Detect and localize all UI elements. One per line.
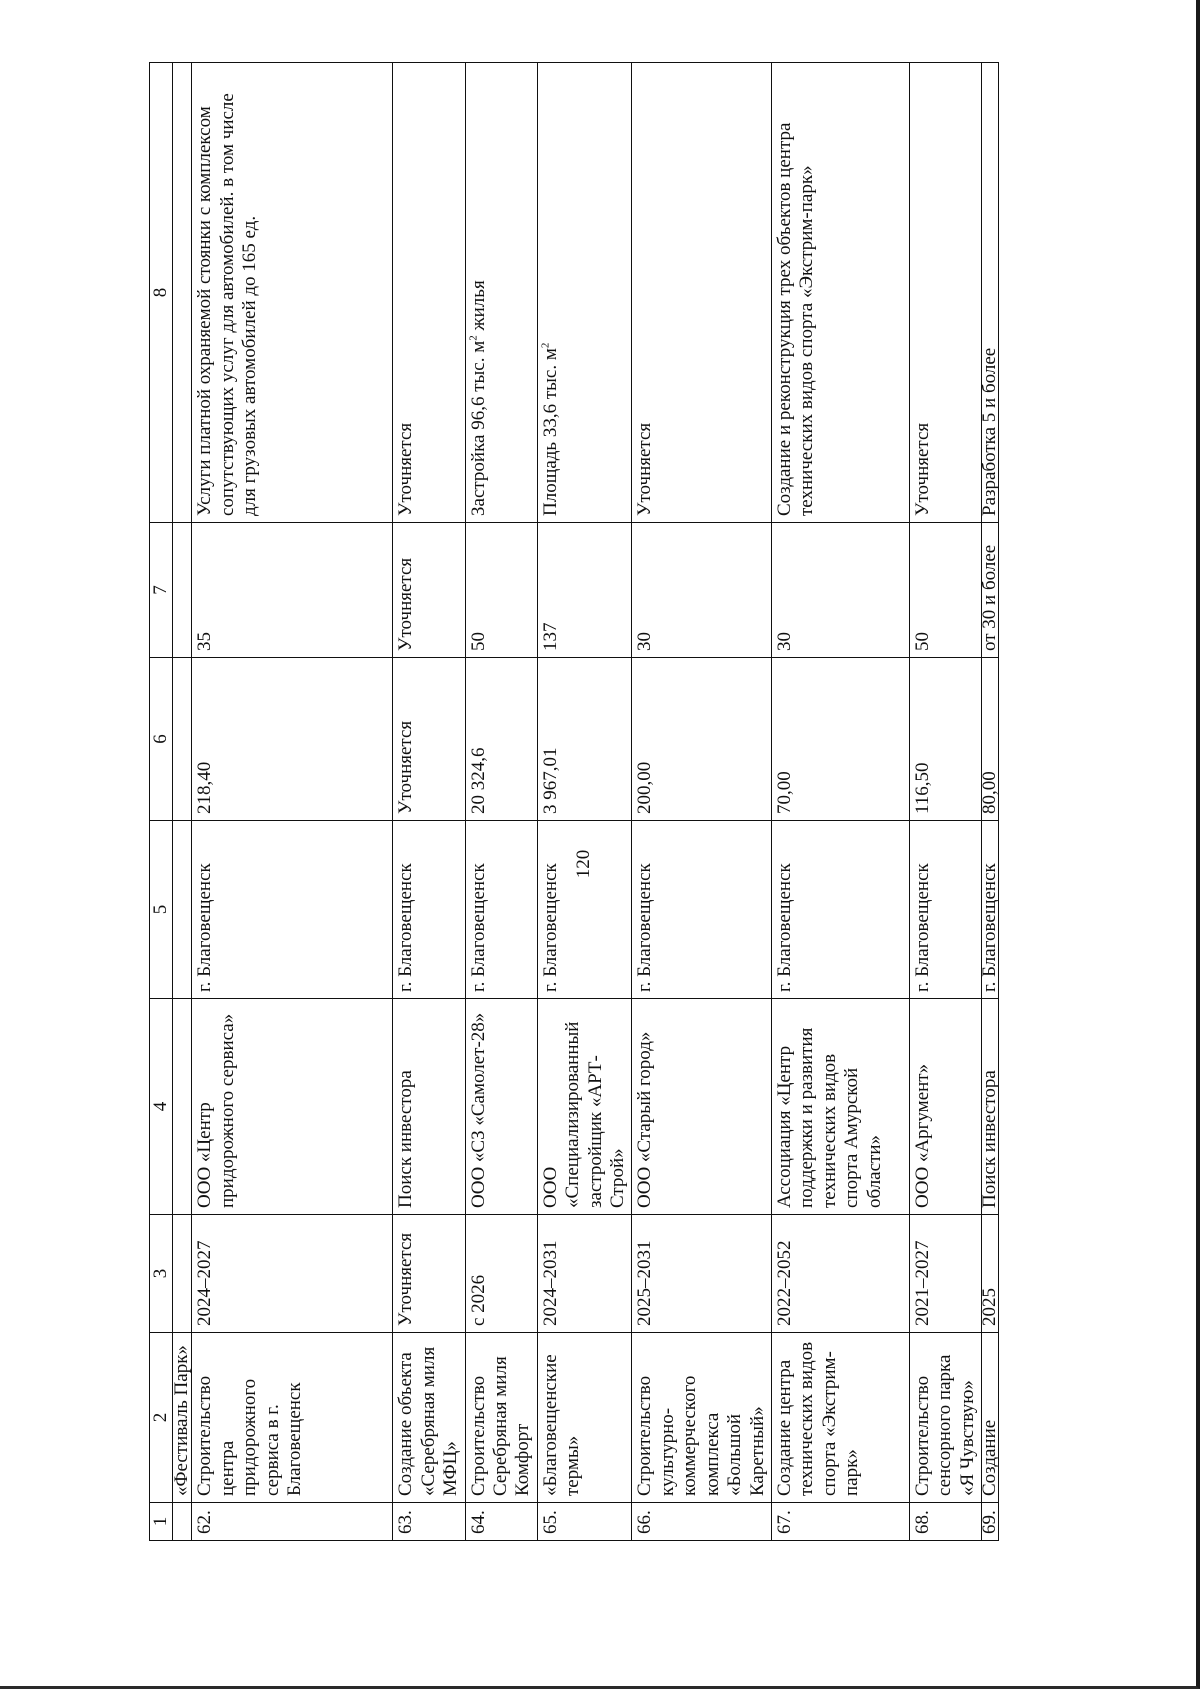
project-investor: ООО «Центр придорожного сервиса»: [192, 999, 393, 1215]
project-effect: Разработка 5 и более: [982, 63, 999, 523]
project-effect: Уточняется: [393, 63, 465, 523]
project-period: 2025–2031: [632, 1215, 771, 1333]
table-row: [982, 63, 999, 1541]
project-period: Уточняется: [393, 1215, 465, 1333]
row-number: 64.: [465, 1503, 537, 1541]
column-header: 2: [150, 1333, 173, 1503]
effect-text: Площадь 33,6 тыс. м: [539, 348, 561, 516]
table-cell: [173, 63, 192, 523]
table-cell: [173, 821, 192, 999]
project-investor: Поиск инвестора: [393, 999, 465, 1215]
project-location: г. Благовещенск: [393, 821, 465, 999]
project-location: г. Благовещенск: [465, 821, 537, 999]
project-name: Создание: [982, 1333, 999, 1503]
project-investment: 20 324,6: [465, 658, 537, 821]
project-jobs: 137: [537, 523, 632, 658]
project-period: 2024–2027: [192, 1215, 393, 1333]
project-investor: ООО «Аргумент»: [909, 999, 981, 1215]
project-effect: Уточняется: [909, 63, 981, 523]
project-jobs: 50: [465, 523, 537, 658]
project-name: «Благовещенские термы»: [537, 1333, 632, 1503]
column-header: 6: [150, 658, 173, 821]
effect-superscript: 2: [539, 342, 552, 349]
project-location: г. Благовещенск: [192, 821, 393, 999]
project-jobs: Уточняется: [393, 523, 465, 658]
project-location: г. Благовещенск: [982, 821, 999, 999]
row-number: 69.: [982, 1503, 999, 1541]
page-number: 120: [573, 849, 594, 879]
table-row: [192, 63, 393, 1541]
project-investor: ООО «СЗ «Самолет-28»: [465, 999, 537, 1215]
project-name: Строительство Серебряная миля Комфорт: [465, 1333, 537, 1503]
project-jobs: 50: [909, 523, 981, 658]
row-number: 65.: [537, 1503, 632, 1541]
rotated-table-container: [149, 63, 1049, 1541]
table-cell: [173, 1215, 192, 1333]
project-investment: 200,00: [632, 658, 771, 821]
project-period: 2024–2031: [537, 1215, 632, 1333]
table-row: [393, 63, 465, 1541]
project-jobs: 30: [632, 523, 771, 658]
column-header: 7: [150, 523, 173, 658]
project-investor: Ассоциация «Центр поддержки и развития технических видов спорта Амурской области»: [771, 999, 909, 1215]
project-jobs: от 30 и более: [982, 523, 999, 658]
project-location: г. Благовещенск: [632, 821, 771, 999]
column-header: 3: [150, 1215, 173, 1333]
row-number: 68.: [909, 1503, 981, 1541]
project-jobs: 35: [192, 523, 393, 658]
table-row: [771, 63, 909, 1541]
column-header: 8: [150, 63, 173, 523]
project-name: Строительство центра придорожного сервиса в г. Благовещенск: [192, 1333, 393, 1503]
project-investment: 3 967,01: [537, 658, 632, 821]
continuation-text: «Фестиваль Парк»: [173, 1333, 192, 1503]
effect-text-tail: жилья: [467, 280, 489, 336]
project-period: 2022–2052: [771, 1215, 909, 1333]
project-period: с 2026: [465, 1215, 537, 1333]
project-location: г. Благовещенск: [909, 821, 981, 999]
table-row: [909, 63, 981, 1541]
table-row: [465, 63, 537, 1541]
project-investment: 80,00: [982, 658, 999, 821]
column-header-row: [150, 63, 173, 1541]
project-name: Создание объекта «Серебряная миля МФЦ»: [393, 1333, 465, 1503]
projects-table: [149, 62, 999, 1541]
table-row: [632, 63, 771, 1541]
project-location: г. Благовещенск: [771, 821, 909, 999]
row-number: 67.: [771, 1503, 909, 1541]
project-name: Строительство сенсорного парка «Я Чувствую»: [909, 1333, 981, 1503]
project-name: Строительство культурно-коммерческого комплекса «Большой Каретный»: [632, 1333, 771, 1503]
project-investment: 116,50: [909, 658, 981, 821]
project-period: 2021–2027: [909, 1215, 981, 1333]
row-number: 66.: [632, 1503, 771, 1541]
project-investment: 70,00: [771, 658, 909, 821]
project-investment: Уточняется: [393, 658, 465, 821]
table-cell: [173, 999, 192, 1215]
project-investor: ООО «Специализированный застройщик «АРТ-Строй»: [537, 999, 632, 1215]
project-effect: [537, 63, 632, 523]
project-investor: ООО «Старый город»: [632, 999, 771, 1215]
row-number: 62.: [192, 1503, 393, 1541]
effect-text: Застройка 96,6 тыс. м: [467, 340, 489, 516]
effect-superscript: 2: [467, 335, 480, 341]
column-header: 5: [150, 821, 173, 999]
table-cell: [173, 658, 192, 821]
project-location: г. Благовещенск: [537, 821, 632, 999]
project-period: 2025: [982, 1215, 999, 1333]
project-investment: 218,40: [192, 658, 393, 821]
project-name: Создание центра технических видов спорта «Экстрим-парк»: [771, 1333, 909, 1503]
column-header: 4: [150, 999, 173, 1215]
project-investor: Поиск инвестора: [982, 999, 999, 1215]
project-effect: Уточняется: [632, 63, 771, 523]
table-cell: [173, 523, 192, 658]
continuation-row: [173, 63, 192, 1541]
project-effect: Создание и реконструкция трех объектов центра технических видов спорта «Экстрим-парк»: [771, 63, 909, 523]
project-effect: [465, 63, 537, 523]
row-number: 63.: [393, 1503, 465, 1541]
column-header: 1: [150, 1503, 173, 1541]
project-jobs: 30: [771, 523, 909, 658]
table-cell: [173, 1503, 192, 1541]
table-row: [537, 63, 632, 1541]
project-effect: Услуги платной охраняемой стоянки с комплексом сопутствующих услуг для автомобилей. в том числе для грузовых автомобилей до 165 ед.: [192, 63, 393, 523]
